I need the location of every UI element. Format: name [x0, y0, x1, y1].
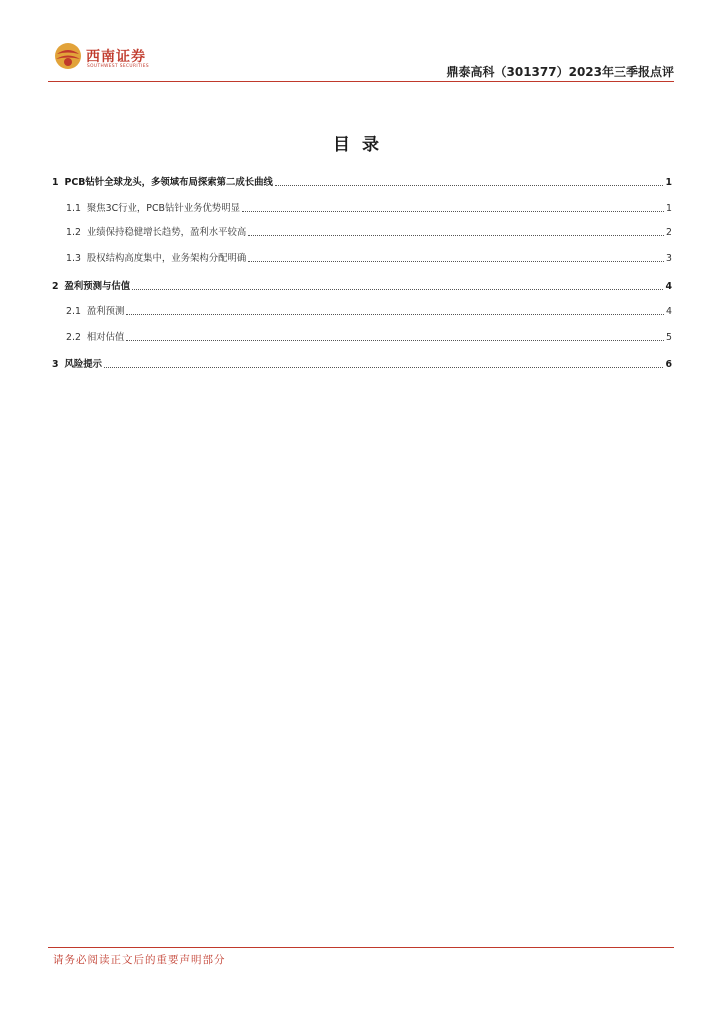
toc-entry-page: 1 [665, 177, 672, 188]
toc-leader-dots [126, 314, 664, 315]
toc-entry-page: 5 [666, 332, 672, 343]
toc-entry-title: 盈利预测与估值 [64, 281, 131, 292]
toc-entry-page: 6 [665, 359, 672, 370]
toc-leader-dots [126, 340, 664, 341]
toc-entry-page: 4 [665, 281, 672, 292]
toc-entry-page: 1 [666, 203, 672, 214]
footer-disclaimer-note: 请务必阅读正文后的重要声明部分 [53, 954, 226, 966]
toc-entry-page: 2 [666, 227, 672, 238]
toc-entry-title: 盈利预测 [86, 306, 125, 317]
toc-leader-dots [248, 261, 664, 262]
toc-entry-number: 1 [52, 177, 59, 188]
toc-entry-number: 1.2 [66, 227, 81, 238]
toc-leader-dots [248, 235, 664, 236]
report-title: 鼎泰高科（301377）2023年三季报点评 [446, 65, 674, 79]
toc-entry[interactable] [52, 196, 672, 214]
toc-entry-number: 2.2 [66, 332, 81, 343]
toc-entry-number: 1.3 [66, 253, 81, 264]
toc-entry[interactable] [52, 352, 672, 370]
footer-divider [48, 947, 674, 948]
toc-entry-title: 业绩保持稳健增长趋势，盈利水平较高 [86, 227, 247, 238]
toc-leader-dots [132, 289, 663, 290]
toc-entry[interactable] [52, 274, 672, 292]
toc-entry-page: 3 [666, 253, 672, 264]
toc-leader-dots [242, 211, 664, 212]
toc-leader-dots [275, 185, 664, 186]
toc-entry-title: PCB钻针全球龙头，多领域布局探索第二成长曲线 [64, 177, 273, 188]
toc-entry-title: 相对估值 [86, 332, 125, 343]
toc-entry-title: 聚焦3C行业，PCB钻针业务优势明显 [86, 203, 240, 214]
brand-logo [54, 42, 194, 76]
header-divider [48, 81, 674, 82]
toc-entry[interactable] [52, 220, 672, 238]
toc-title: 目录 [333, 135, 391, 155]
toc-entry-number: 2 [52, 281, 59, 292]
toc-entry-page: 4 [666, 306, 672, 317]
logo-emblem-icon [54, 42, 82, 70]
toc-entry-number: 1.1 [66, 203, 81, 214]
toc-entry-title: 风险提示 [64, 359, 103, 370]
page-header [48, 36, 674, 80]
toc-leader-dots [104, 367, 663, 368]
toc-entry-number: 2.1 [66, 306, 81, 317]
toc-entry[interactable] [52, 299, 672, 317]
logo-english-name: SOUTHWEST SECURITIES [87, 64, 149, 69]
toc-entry[interactable] [52, 170, 672, 188]
logo-chinese-name: 西南证券 [86, 49, 146, 65]
toc-entry[interactable] [52, 246, 672, 264]
toc-entry-title: 股权结构高度集中，业务架构分配明确 [86, 253, 247, 264]
toc-entry-number: 3 [52, 359, 59, 370]
toc-entry[interactable] [52, 325, 672, 343]
